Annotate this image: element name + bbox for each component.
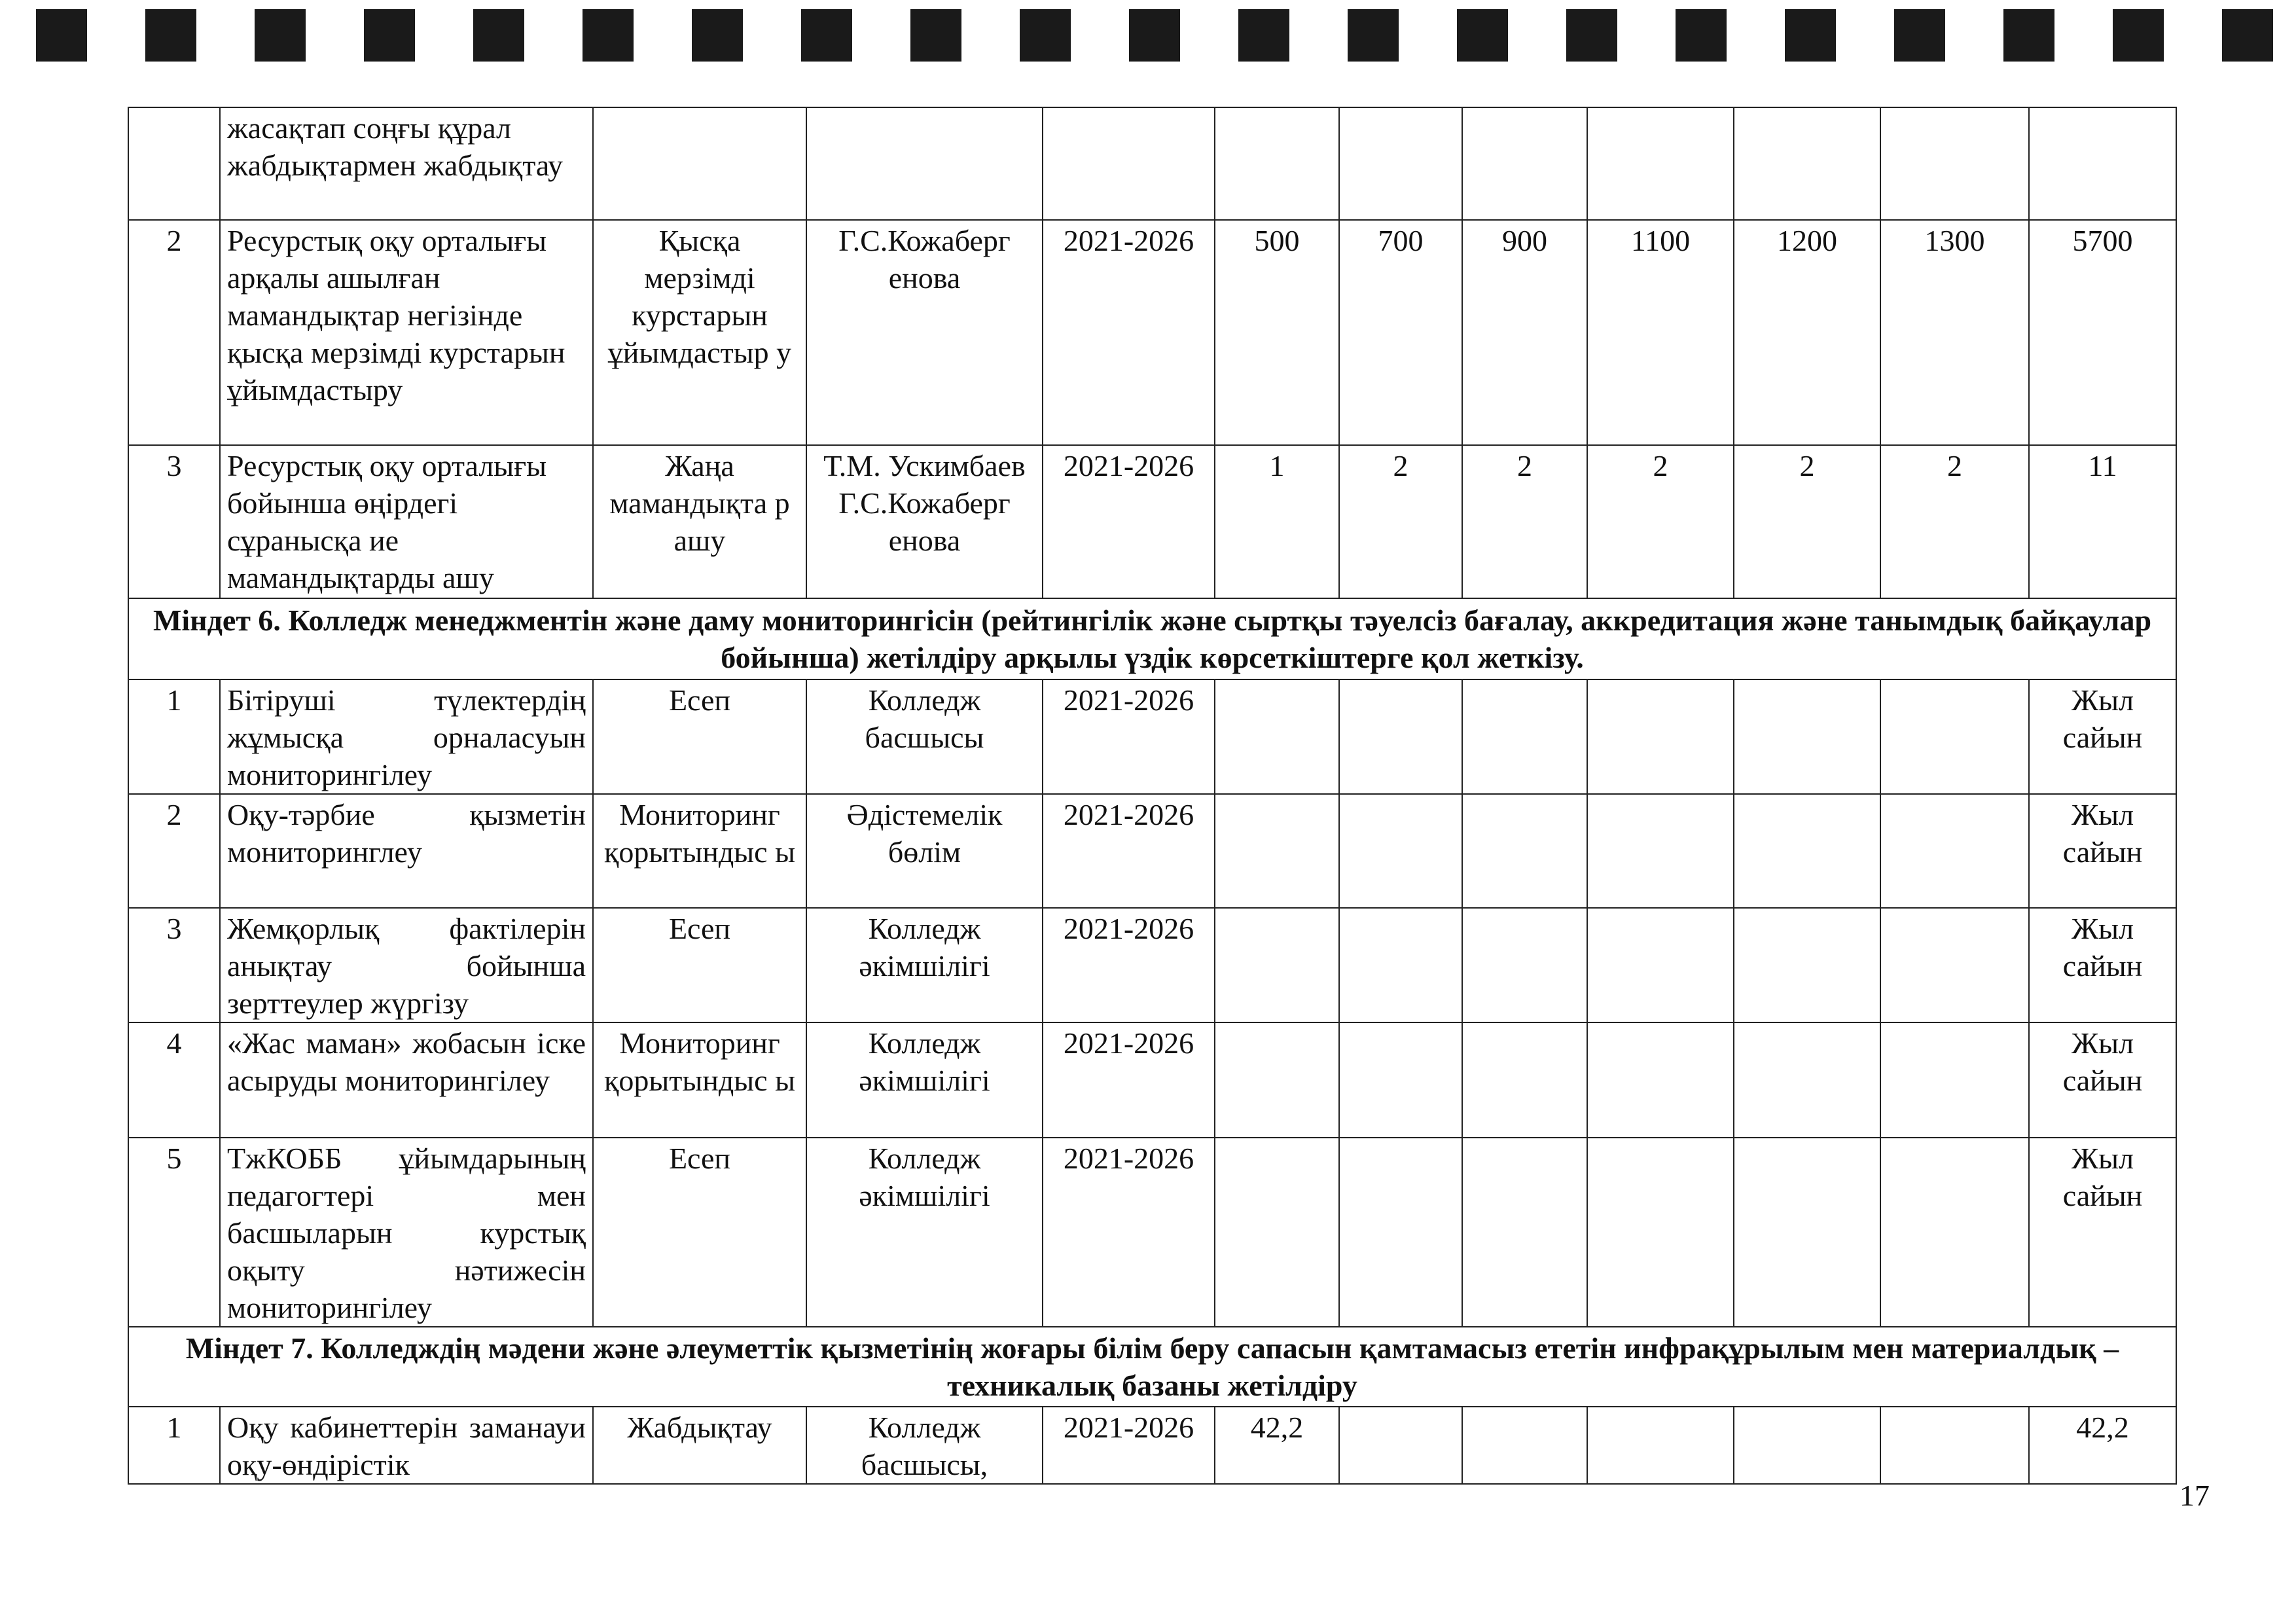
binding-hole <box>583 9 634 62</box>
year-6-cell: 2 <box>1880 445 2029 598</box>
responsible-cell: Колледж әкімшілігі <box>806 1022 1043 1138</box>
table-row <box>128 794 2176 908</box>
responsible-cell: Колледж басшысы <box>806 679 1043 794</box>
table-row <box>128 1022 2176 1138</box>
year-4-cell <box>1587 107 1734 220</box>
table-row <box>128 220 2176 445</box>
period-cell: 2021-2026 <box>1043 1138 1215 1327</box>
year-5-cell: 2 <box>1734 445 1880 598</box>
binding-hole <box>1238 9 1289 62</box>
binding-hole <box>1457 9 1508 62</box>
year-6-cell <box>1880 107 2029 220</box>
total-cell: Жыл сайын <box>2029 1138 2176 1327</box>
activity-cell: Ресурстық оқу орталығы арқалы ашылған мамандықтар негізінде қысқа мерзімді курстарын ұйымдастыру <box>220 220 593 445</box>
page-number: 17 <box>2179 1479 2210 1512</box>
binding-hole <box>2113 9 2164 62</box>
year-2-cell <box>1339 107 1462 220</box>
binding-hole <box>255 9 306 62</box>
binding-hole <box>1785 9 1836 62</box>
activity-cell: Бітіруші түлектердің жұмысқа орналасуын мониторингілеу <box>220 679 593 794</box>
total-cell: 42,2 <box>2029 1407 2176 1484</box>
binding-hole <box>1566 9 1617 62</box>
row-number: 5 <box>128 1138 220 1327</box>
table-row <box>128 107 2176 220</box>
row-number <box>128 107 220 220</box>
activity-cell: Ресурстық оқу орталығы бойынша өңірдегі сұранысқа ие мамандықтарды ашу <box>220 445 593 598</box>
total-cell: Жыл сайын <box>2029 1022 2176 1138</box>
table-row <box>128 908 2176 1022</box>
period-cell: 2021-2026 <box>1043 445 1215 598</box>
year-5-cell <box>1734 107 1880 220</box>
row-number: 1 <box>128 1407 220 1484</box>
form-cell: Есеп <box>593 908 806 1022</box>
task-heading-row <box>128 598 2176 679</box>
binding-hole <box>364 9 415 62</box>
row-number: 4 <box>128 1022 220 1138</box>
row-number: 1 <box>128 679 220 794</box>
responsible-cell: Г.С.Кожаберг енова <box>806 220 1043 445</box>
activity-cell: Жемқорлық фактілерін анықтау бойынша зерттеулер жүргізу <box>220 908 593 1022</box>
form-cell: Жабдықтау <box>593 1407 806 1484</box>
binding-hole <box>2222 9 2273 62</box>
form-cell: Мониторинг қорытындыс ы <box>593 1022 806 1138</box>
binding-hole <box>145 9 196 62</box>
year-3-cell: 900 <box>1462 220 1587 445</box>
task-6-title: Міндет 6. Колледж менеджментін және даму мониторингісін (рейтингілік және сыртқы тәуелсіз бағалау, аккредитация және танымдық байқаулар бойынша) жетілдіру арқылы үздік көрсеткіштерге қол жеткізу. <box>128 598 2176 679</box>
form-cell: Жаңа мамандықта р ашу <box>593 445 806 598</box>
period-cell: 2021-2026 <box>1043 908 1215 1022</box>
period-cell: 2021-2026 <box>1043 1022 1215 1138</box>
responsible-cell: Колледж әкімшілігі <box>806 908 1043 1022</box>
period-cell: 2021-2026 <box>1043 220 1215 445</box>
row-number: 2 <box>128 220 220 445</box>
responsible-cell: Т.М. Ускимбаев Г.С.Кожаберг енова <box>806 445 1043 598</box>
binding-hole <box>1348 9 1399 62</box>
year-6-cell: 1300 <box>1880 220 2029 445</box>
year-5-cell: 1200 <box>1734 220 1880 445</box>
table-row <box>128 679 2176 794</box>
total-cell: Жыл сайын <box>2029 679 2176 794</box>
period-cell: 2021-2026 <box>1043 794 1215 908</box>
activity-cell: ТжКОББ ұйымдарының педагогтері мен басшыларын курстық оқыту нәтижесін мониторингілеу <box>220 1138 593 1327</box>
year-1-cell: 1 <box>1215 445 1339 598</box>
responsible-cell: Әдістемелік бөлім <box>806 794 1043 908</box>
binding-hole <box>1676 9 1727 62</box>
form-cell <box>593 107 806 220</box>
total-cell: Жыл сайын <box>2029 794 2176 908</box>
table-row <box>128 445 2176 598</box>
table-row <box>128 1138 2176 1327</box>
binding-hole <box>1129 9 1180 62</box>
year-1-cell: 500 <box>1215 220 1339 445</box>
total-cell: Жыл сайын <box>2029 908 2176 1022</box>
binding-hole <box>1020 9 1071 62</box>
year-3-cell <box>1462 107 1587 220</box>
form-cell: Есеп <box>593 679 806 794</box>
year-4-cell: 1100 <box>1587 220 1734 445</box>
period-cell: 2021-2026 <box>1043 679 1215 794</box>
responsible-cell <box>806 107 1043 220</box>
table-row <box>128 1407 2176 1484</box>
total-cell <box>2029 107 2176 220</box>
task-7-title: Міндет 7. Колледждің мәдени және әлеуметтік қызметінің жоғары білім беру сапасын қамтамасыз ететін инфрақұрылым мен материалдық – техникалық базаны жетілдіру <box>128 1327 2176 1407</box>
period-cell <box>1043 107 1215 220</box>
binding-hole <box>473 9 524 62</box>
year-4-cell: 2 <box>1587 445 1734 598</box>
year-2-cell: 700 <box>1339 220 1462 445</box>
binding-hole <box>801 9 852 62</box>
activity-cell: «Жас маман» жобасын іске асыруды мониторингілеу <box>220 1022 593 1138</box>
total-cell: 5700 <box>2029 220 2176 445</box>
form-cell: Мониторинг қорытындыс ы <box>593 794 806 908</box>
activity-cell: Оқу кабинеттерін заманауи оқу-өндірістік <box>220 1407 593 1484</box>
form-cell: Есеп <box>593 1138 806 1327</box>
total-cell: 11 <box>2029 445 2176 598</box>
row-number: 3 <box>128 445 220 598</box>
activity-cell: жасақтап соңғы құрал жабдықтармен жабдықтау <box>220 107 593 220</box>
year-1-cell <box>1215 107 1339 220</box>
binding-hole <box>36 9 87 62</box>
year-3-cell: 2 <box>1462 445 1587 598</box>
responsible-cell: Колледж әкімшілігі <box>806 1138 1043 1327</box>
binding-hole <box>910 9 961 62</box>
activity-cell: Оқу-тәрбие қызметін мониторинглеу <box>220 794 593 908</box>
binding-hole <box>1894 9 1945 62</box>
year-2-cell: 2 <box>1339 445 1462 598</box>
row-number: 3 <box>128 908 220 1022</box>
task-heading-row <box>128 1327 2176 1407</box>
row-number: 2 <box>128 794 220 908</box>
binding-holes <box>0 0 2296 72</box>
responsible-cell: Колледж басшысы, <box>806 1407 1043 1484</box>
plan-table <box>128 107 2177 1485</box>
binding-hole <box>2003 9 2054 62</box>
form-cell: Қысқа мерзімді курстарын ұйымдастыр у <box>593 220 806 445</box>
year-1-cell: 42,2 <box>1215 1407 1339 1484</box>
period-cell: 2021-2026 <box>1043 1407 1215 1484</box>
binding-hole <box>692 9 743 62</box>
